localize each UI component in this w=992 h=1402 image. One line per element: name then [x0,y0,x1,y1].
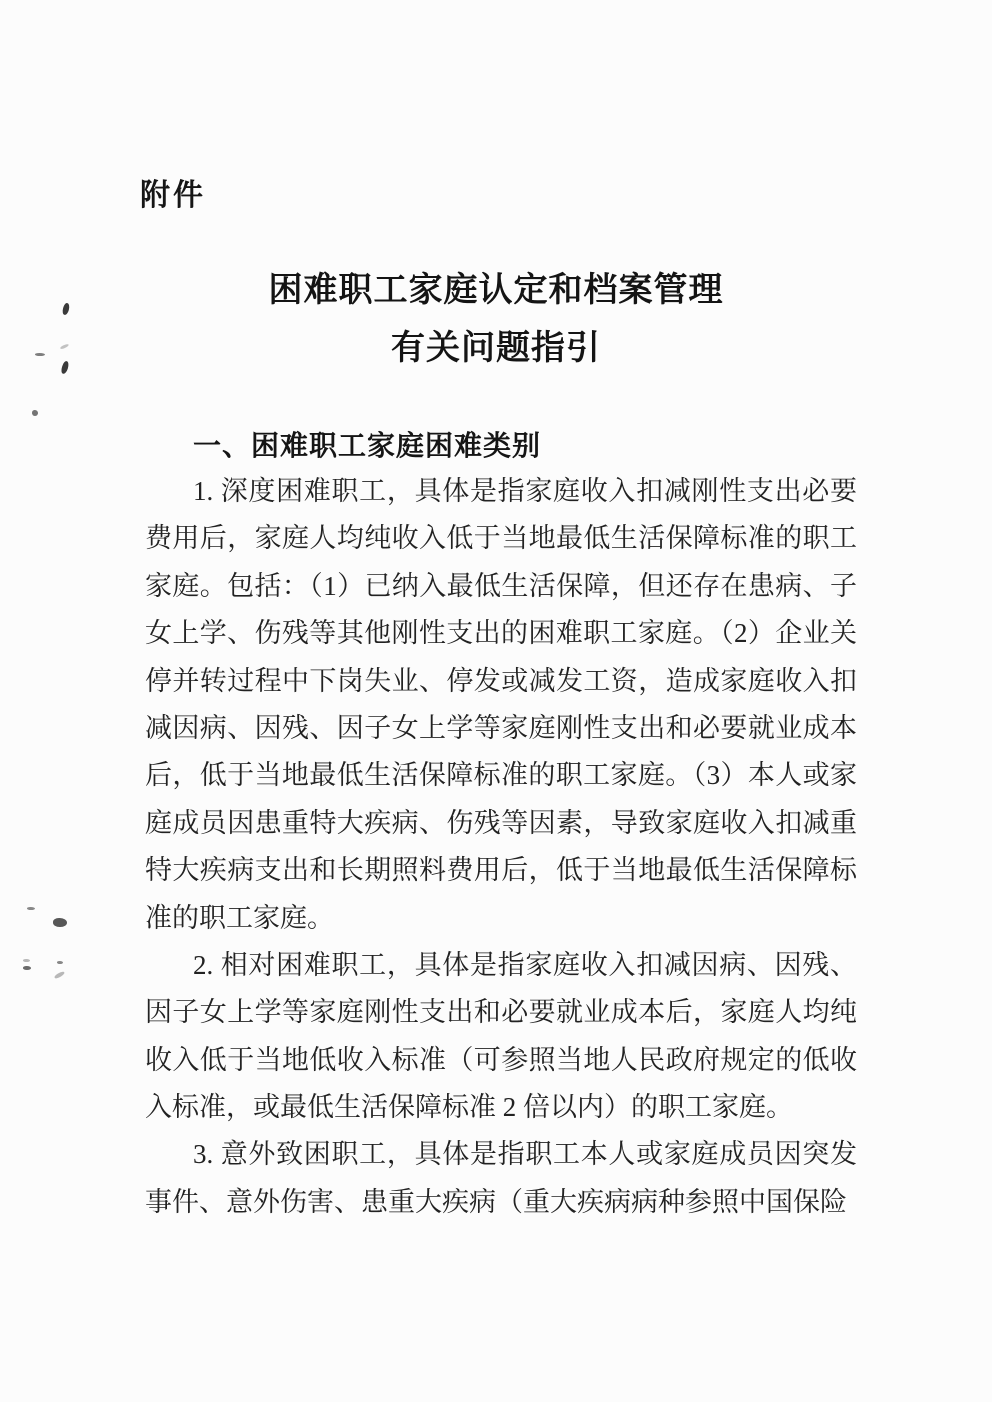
text-line: 准的职工家庭。 [145,902,334,933]
text-line: 特大疾病支出和长期照料费用后，低于当地最低生活保障标 [145,855,857,886]
document-body [145,468,857,1226]
text-line: 因子女上学等家庭刚性支出和必要就业成本后，家庭人均纯 [145,997,857,1028]
scan-speck [23,966,31,970]
scan-speck [54,971,66,980]
scan-speck [53,918,67,927]
text-line: 女上学、伤残等其他刚性支出的困难职工家庭。（2）企业关 [145,618,857,649]
text-line: 后，低于当地最低生活保障标准的职工家庭。（3）本人或家 [145,760,857,791]
text-line: 事件、意外伤害、患重大疾病（重大疾病病种参照中国保险 [145,1186,847,1217]
scan-speck [23,959,30,962]
text-line: 停并转过程中下岗失业、停发或减发工资，造成家庭收入扣 [145,665,857,696]
document-title-line-1: 困难职工家庭认定和档案管理 [268,271,724,309]
text-line: 庭成员因患重特大疾病、伤残等因素，导致家庭收入扣减重 [145,807,857,838]
text-line: 家庭。包括：（1）已纳入最低生活保障，但还存在患病、子 [145,570,857,601]
scan-speck [27,907,35,910]
section-heading: 一、困难职工家庭困难类别 [193,430,542,461]
text-line: 入标准，或最低生活保障标准 2 倍以内）的职工家庭。 [145,1092,793,1123]
document-title-line-2: 有关问题指引 [391,329,601,367]
text-line: 2. 相对困难职工，具体是指家庭收入扣减因病、因残、 [193,949,857,980]
text-line: 收入低于当地低收入标准（可参照当地人民政府规定的低收 [145,1044,857,1075]
text-line: 3. 意外致困职工，具体是指职工本人或家庭成员因突发 [193,1139,857,1170]
text-line: 减因病、因残、因子女上学等家庭刚性支出和必要就业成本 [145,712,857,743]
attachment-label: 附件 [140,179,206,212]
text-line: 1. 深度困难职工，具体是指家庭收入扣减刚性支出必要 [193,476,857,506]
scan-speck [57,961,63,964]
text-line: 费用后，家庭人均纯收入低于当地最低生活保障标准的职工 [145,523,857,554]
scan-speck [32,410,38,416]
